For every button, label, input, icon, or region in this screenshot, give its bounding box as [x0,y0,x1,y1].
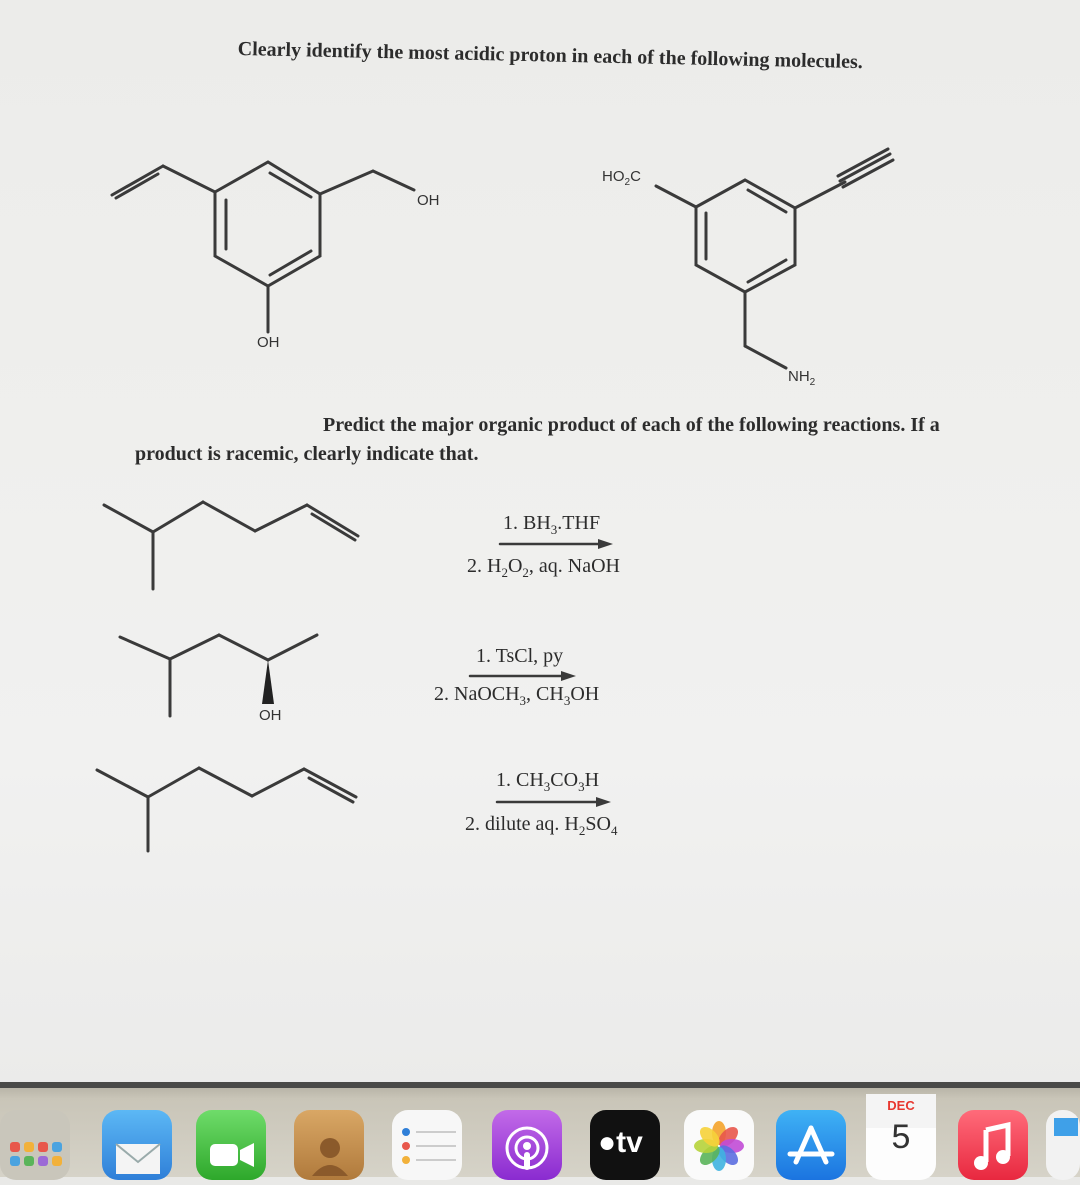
calendar-month: DEC [887,1098,915,1113]
app-store-icon[interactable] [776,1110,846,1180]
reaction2-oh-label: OH [259,707,282,724]
calendar-day: 5 [891,1118,911,1156]
molecule-2-acid-label: $HO_2C$ [602,168,641,188]
preview-icon[interactable] [1046,1110,1080,1180]
facetime-icon[interactable] [196,1110,266,1180]
reaction2-step1: 1. TsCl, py [476,645,564,667]
launchpad-icon[interactable] [0,1110,70,1180]
music-icon[interactable] [958,1110,1028,1180]
question1-prompt: Clearly identify the most acidic proton in each of the following molecules. [237,38,864,74]
reminders-icon[interactable] [392,1110,462,1180]
apple-tv-icon[interactable] [590,1110,660,1180]
molecule-2-amine-label: $NH_2$ [788,368,816,388]
reaction1-step2: 2. $H_2O_2$, aq. NaOH [467,555,620,580]
apple-tv-label: ●tv [598,1126,643,1159]
podcasts-icon[interactable] [492,1110,562,1180]
photos-icon[interactable] [684,1110,754,1180]
calendar-icon[interactable] [866,1098,936,1180]
reaction2-step2: 2. NaOCH$_3$, $CH_3OH$ [434,683,600,708]
reaction3-step1: 1. $CH_3CO_3H$ [496,769,600,794]
molecule-1-chain-oh-label: OH [417,192,440,209]
reaction3-step2: 2. dilute aq. $H_2SO_4$ [465,813,618,838]
reaction1-step1: 1. $BH_3.THF$ [503,512,601,537]
contacts-icon[interactable] [294,1110,364,1180]
mail-icon[interactable] [102,1110,172,1180]
question2-prompt-line2: product is racemic, clearly indicate that. [135,443,479,465]
molecule-1-ring-oh-label: OH [257,334,280,351]
question2-prompt-line1: Predict the major organic product of each of the following reactions. If a [323,414,940,436]
